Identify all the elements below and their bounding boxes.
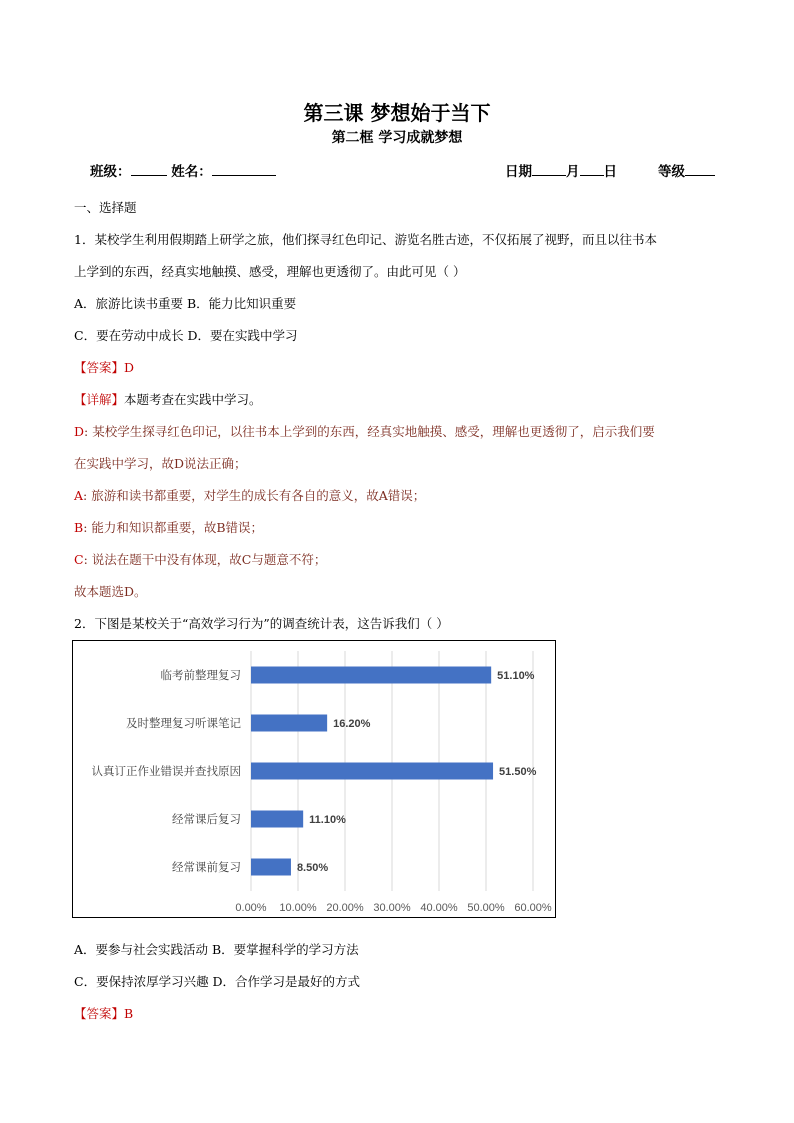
q2-answer (74, 1004, 133, 1022)
x-tick-label: 40.00% (420, 902, 458, 914)
date-field (505, 160, 617, 180)
q1-explain-b: B: 能力和知识都重要，故B错误； (74, 520, 264, 535)
bar (251, 859, 291, 876)
chart-canvas (73, 641, 557, 919)
section-heading: 一、选择题 (74, 200, 137, 215)
data-label: 51.50% (499, 766, 537, 778)
page-title: 第三课 梦想始于当下 (303, 101, 491, 125)
q1-explain-d-line1: D: 某校学生探寻红色印记，以往书本上学到的东西，经真实地触摸、感受，理解也更透彻了，启示我们要 (74, 424, 655, 439)
option-key-d: D (74, 424, 85, 439)
detail-text: 本题考查在实践中学习。 (124, 392, 262, 407)
q1-explain-d-line2: 在实践中学习，故D说法正确； (74, 456, 247, 471)
q1-stem-line2: 上学到的东西，经真实地触摸、感受，理解也更透彻了。由此可见（ ） (74, 264, 466, 279)
category-label: 临考前整理复习 (160, 670, 241, 682)
answer-value: B (124, 1006, 134, 1021)
grade-field (658, 160, 715, 180)
q2-options-line2: C．要保持浓厚学习兴趣 D．合作学习是最好的方式 (74, 974, 361, 989)
bar (251, 715, 327, 732)
x-tick-label: 30.00% (373, 902, 411, 914)
bar (251, 667, 491, 684)
q2-options-line1: A．要参与社会实践活动 B．要掌握科学的学习方法 (74, 942, 359, 957)
page-subtitle: 第二框 学习成就梦想 (331, 130, 463, 146)
day-blank[interactable] (580, 162, 604, 176)
q1-stem-line1: 1．某校学生利用假期踏上研学之旅，他们探寻红色印记、游览名胜古迹，不仅拓展了视野，而且以往书本 (74, 232, 657, 247)
q1-explain-c: C: 说法在题干中没有体现，故C与题意不符； (74, 552, 327, 567)
bar (251, 811, 303, 828)
class-label: 班级： (90, 164, 131, 180)
x-tick-label: 0.00% (235, 902, 267, 914)
day-label: 日 (603, 164, 617, 180)
date-label: 日期 (505, 164, 532, 180)
x-tick-label: 50.00% (467, 902, 505, 914)
grade-label: 等级 (658, 164, 685, 180)
x-tick-label: 10.00% (279, 902, 317, 914)
data-label: 51.10% (497, 670, 535, 682)
q1-detail (74, 390, 262, 408)
detail-tag: 【详解】 (74, 392, 125, 407)
answer-tag: 【答案】 (74, 360, 125, 375)
option-key-a: A (74, 488, 84, 503)
class-blank[interactable] (131, 162, 167, 176)
x-tick-label: 20.00% (326, 902, 364, 914)
q1-explain-a: A: 旅游和读书都重要，对学生的成长有各自的意义，故A错误； (74, 488, 426, 503)
class-field (90, 160, 276, 180)
answer-tag: 【答案】 (74, 1006, 125, 1021)
grade-blank[interactable] (685, 162, 715, 176)
name-blank[interactable] (212, 162, 276, 176)
option-key-b: B (74, 520, 84, 535)
q1-answer (74, 358, 134, 376)
month-label: 月 (566, 164, 580, 180)
q1-options-line2: C．要在劳动中成长 D．要在实践中学习 (74, 328, 298, 343)
category-label: 经常课前复习 (172, 862, 241, 874)
month-blank[interactable] (532, 162, 566, 176)
option-key-c: C (74, 552, 84, 567)
data-label: 8.50% (296, 862, 329, 874)
data-label: 11.10% (309, 814, 346, 826)
q1-options-line1: A．旅游比读书重要 B．能力比知识重要 (74, 296, 297, 311)
bar (251, 763, 493, 780)
q1-conclusion: 故本题选D。 (74, 584, 147, 599)
survey-bar-chart (72, 640, 556, 918)
category-label: 经常课后复习 (172, 814, 241, 826)
q2-stem: 2．下图是某校关于“高效学习行为”的调查统计表，这告诉我们（ ） (74, 616, 449, 631)
data-label: 16.20% (333, 718, 371, 730)
category-label: 认真订正作业错误并查找原因 (91, 766, 241, 778)
name-label: 姓名： (171, 164, 212, 180)
category-label: 及时整理复习听课笔记 (126, 718, 241, 730)
answer-value: D (124, 360, 135, 375)
x-tick-label: 60.00% (514, 902, 552, 914)
